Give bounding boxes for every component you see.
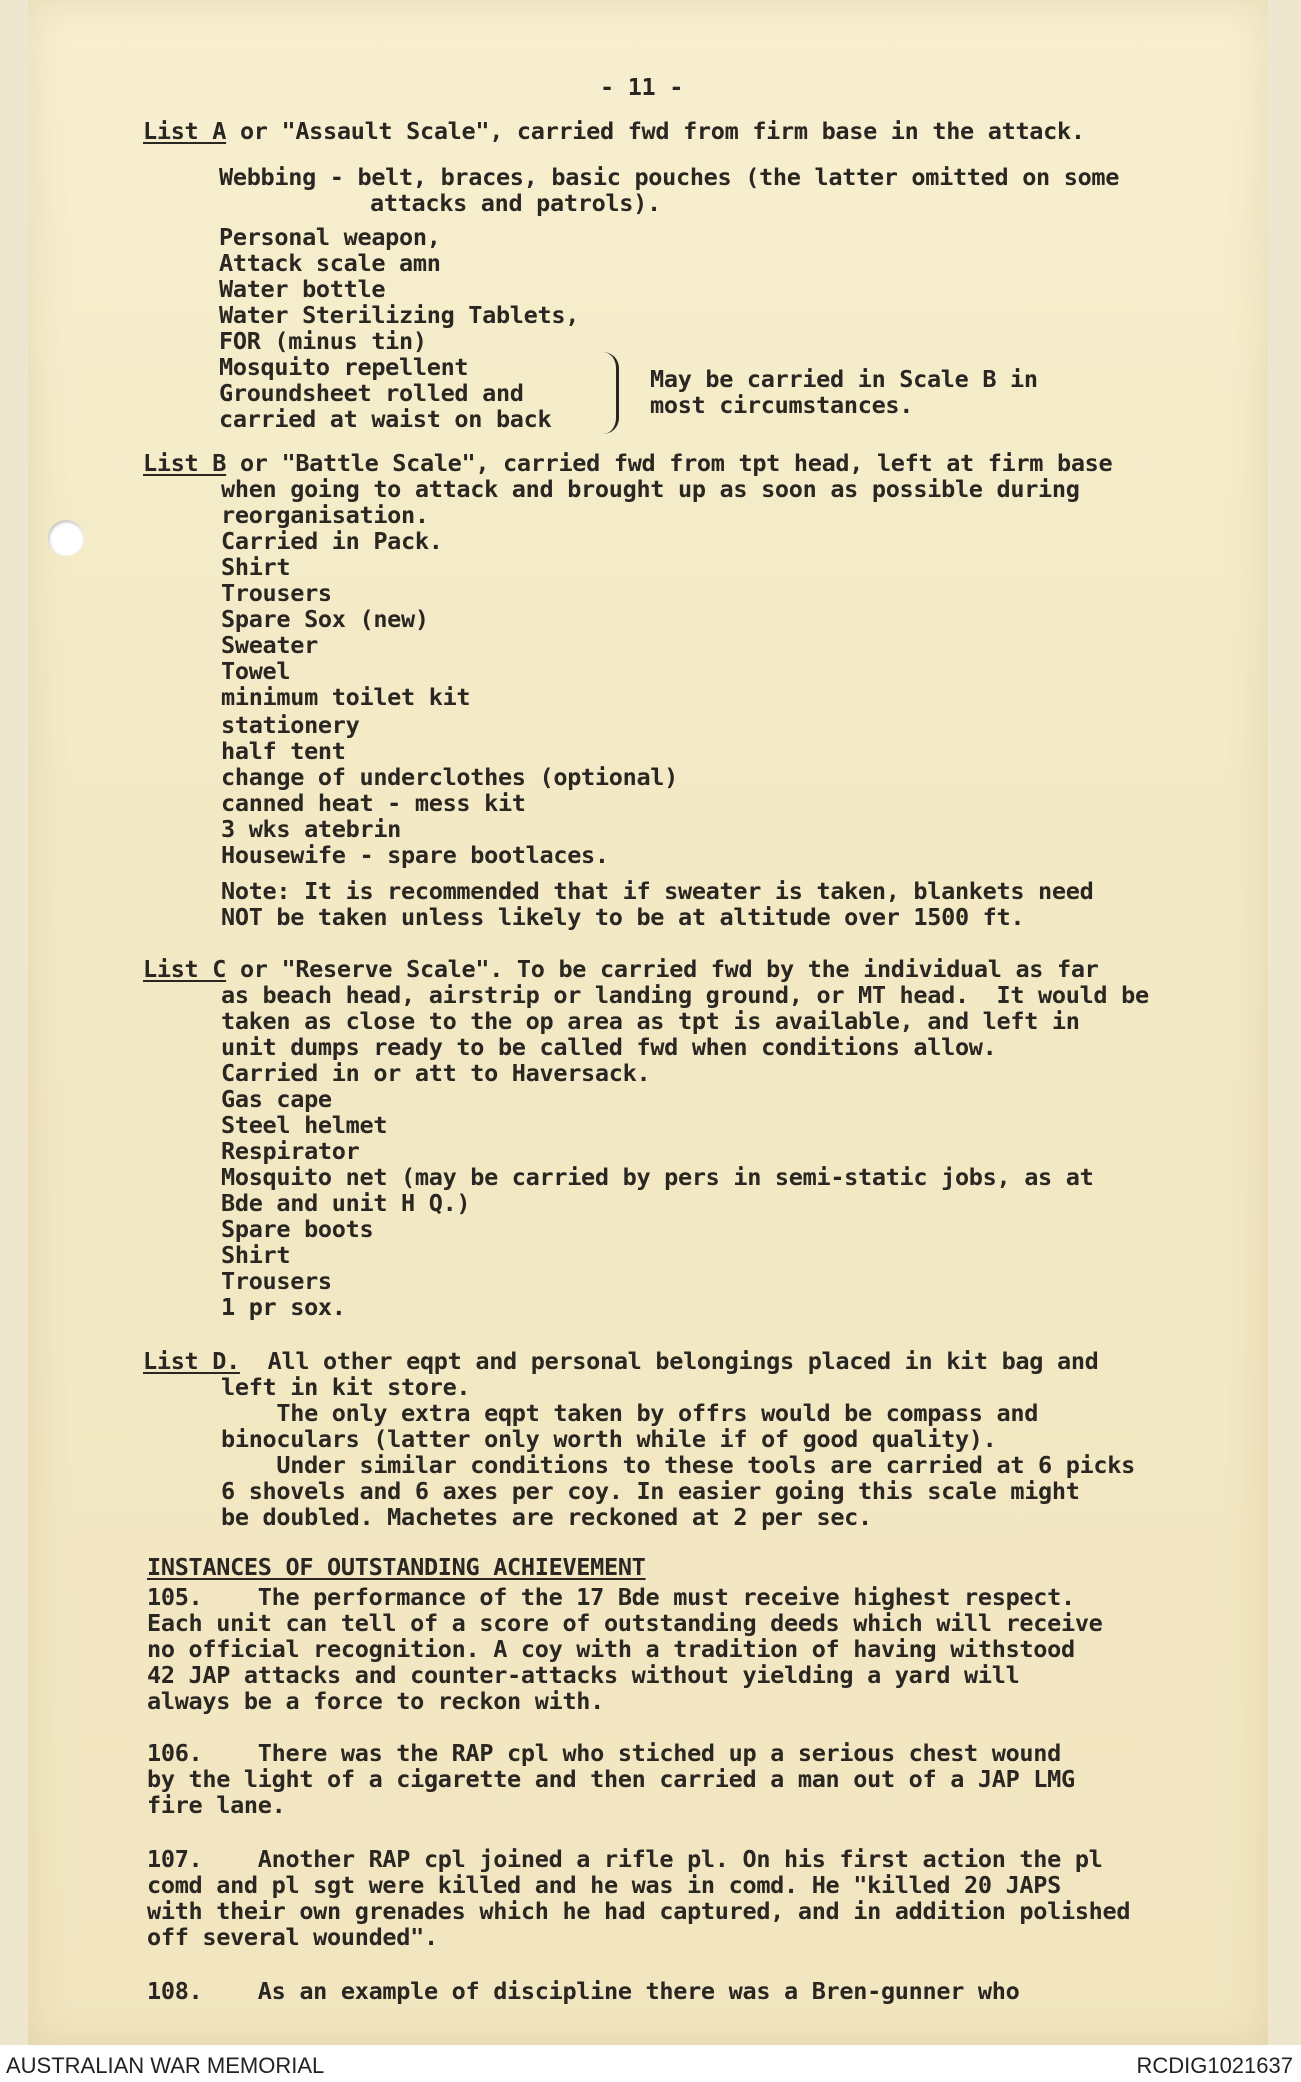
list-b-line: stationery xyxy=(221,711,360,739)
list-a-heading-line xyxy=(143,118,1085,144)
para-106-line: by the light of a cigarette and then carried a man out of a JAP LMG xyxy=(147,1765,1075,1793)
list-c-line: Spare boots xyxy=(221,1215,374,1243)
list-c-line: Steel helmet xyxy=(221,1111,388,1139)
list-a-item: Attack scale amn xyxy=(219,249,441,277)
list-c-line: unit dumps ready to be called fwd when conditions allow. xyxy=(221,1033,997,1061)
para-106-line: 106. There was the RAP cpl who stiched up a serious chest wound xyxy=(147,1739,1061,1767)
para-105-line: Each unit can tell of a score of outstanding deeds which will receive xyxy=(147,1609,1103,1637)
list-b-line: Carried in Pack. xyxy=(221,527,443,555)
para-107-line: comd and pl sgt were killed and he was in comd. He "killed 20 JAPS xyxy=(147,1871,1061,1899)
list-b-line: Trousers xyxy=(221,579,332,607)
para-105-line: 42 JAP attacks and counter-attacks without yielding a yard will xyxy=(147,1661,1020,1689)
list-c-line: Gas cape xyxy=(221,1085,332,1113)
list-c-line: Shirt xyxy=(221,1241,291,1269)
list-d-line: Under similar conditions to these tools are carried at 6 picks xyxy=(221,1451,1135,1479)
list-c-line: Mosquito net (may be carried by pers in semi-static jobs, as at xyxy=(221,1163,1094,1191)
list-a-webbing-line1: Webbing - belt, braces, basic pouches (the latter omitted on some xyxy=(219,163,1120,191)
list-a-webbing-line2: attacks and patrols). xyxy=(370,189,661,217)
bracket-mark xyxy=(598,352,619,434)
list-d-heading-line xyxy=(143,1348,1099,1374)
list-b-line: reorganisation. xyxy=(221,501,429,529)
list-b-line: change of underclothes (optional) xyxy=(221,763,678,791)
list-b-line: Spare Sox (new) xyxy=(221,605,429,633)
list-c-line: taken as close to the op area as tpt is available, and left in xyxy=(221,1007,1080,1035)
list-c-line: Trousers xyxy=(221,1267,332,1295)
list-d-line: be doubled. Machetes are reckoned at 2 per sec. xyxy=(221,1503,872,1531)
para-107-line: 107. Another RAP cpl joined a rifle pl. On his first action the pl xyxy=(147,1845,1103,1873)
list-a-item: Personal weapon, xyxy=(219,223,441,251)
para-105-line: no official recognition. A coy with a tradition of having withstood xyxy=(147,1635,1075,1663)
list-a-note-line1: May be carried in Scale B in xyxy=(650,365,1038,393)
list-c-line: Respirator xyxy=(221,1137,360,1165)
para-106-line: fire lane. xyxy=(147,1791,286,1819)
list-c-line: 1 pr sox. xyxy=(221,1293,346,1321)
list-b-note-line: Note: It is recommended that if sweater is taken, blankets need xyxy=(221,877,1094,905)
section-heading: INSTANCES OF OUTSTANDING ACHIEVEMENT xyxy=(147,1553,646,1581)
list-a-item: FOR (minus tin) xyxy=(219,327,427,355)
list-d-line: 6 shovels and 6 axes per coy. In easier going this scale might xyxy=(221,1477,1080,1505)
list-b-line: canned heat - mess kit xyxy=(221,789,526,817)
footer-item-id: RCDIG1021637 xyxy=(1136,2053,1293,2078)
list-b-heading-text: or "Battle Scale", carried fwd from tpt head, left at firm base xyxy=(226,449,1113,477)
list-b-line: 3 wks atebrin xyxy=(221,815,402,843)
list-b-line: Sweater xyxy=(221,631,318,659)
list-a-item: Water Sterilizing Tablets, xyxy=(219,301,580,329)
list-d-line: binoculars (latter only worth while if of good quality). xyxy=(221,1425,997,1453)
list-c-line: as beach head, airstrip or landing ground, or MT head. It would be xyxy=(221,981,1149,1009)
list-a-note-line2: most circumstances. xyxy=(650,391,914,419)
list-c-line: Carried in or att to Haversack. xyxy=(221,1059,651,1087)
list-a-heading-text: or "Assault Scale", carried fwd from firm base in the attack. xyxy=(226,117,1085,145)
list-b-line: Towel xyxy=(221,657,291,685)
list-b-line: minimum toilet kit xyxy=(221,683,471,711)
archive-footer xyxy=(0,2045,1301,2082)
punch-hole xyxy=(48,520,84,556)
list-d-line: left in kit store. xyxy=(221,1373,471,1401)
list-b-line: when going to attack and brought up as soon as possible during xyxy=(221,475,1080,503)
para-107-line: with their own grenades which he had captured, and in addition polished xyxy=(147,1897,1131,1925)
list-b-line: half tent xyxy=(221,737,346,765)
list-b-heading-line xyxy=(143,450,1112,476)
page-number: - 11 - xyxy=(600,73,684,101)
list-d-heading-text: All other eqpt and personal belongings placed in kit bag and xyxy=(239,1347,1099,1375)
para-108-line: 108. As an example of discipline there was a Bren-gunner who xyxy=(147,1977,1020,2005)
list-d-heading: List D. xyxy=(143,1347,240,1375)
list-a-item: carried at waist on back xyxy=(219,405,552,433)
list-c-heading: List C xyxy=(143,955,227,983)
list-c-heading-line xyxy=(143,956,1099,982)
list-b-note-line: NOT be taken unless likely to be at altitude over 1500 ft. xyxy=(221,903,1025,931)
list-b-line: Housewife - spare bootlaces. xyxy=(221,841,609,869)
list-a-item: Water bottle xyxy=(219,275,386,303)
list-a-item: Mosquito repellent xyxy=(219,353,469,381)
list-c-heading-text: or "Reserve Scale". To be carried fwd by the individual as far xyxy=(226,955,1099,983)
para-105-line: always be a force to reckon with. xyxy=(147,1687,604,1715)
list-d-line: The only extra eqpt taken by offrs would be compass and xyxy=(221,1399,1039,1427)
list-a-item: Groundsheet rolled and xyxy=(219,379,524,407)
para-105-line: 105. The performance of the 17 Bde must receive highest respect. xyxy=(147,1583,1075,1611)
footer-institution: AUSTRALIAN WAR MEMORIAL xyxy=(6,2053,325,2078)
list-c-line: Bde and unit H Q.) xyxy=(221,1189,471,1217)
para-107-line: off several wounded". xyxy=(147,1923,438,1951)
list-a-heading: List A xyxy=(143,117,227,145)
list-b-line: Shirt xyxy=(221,553,291,581)
list-b-heading: List B xyxy=(143,449,227,477)
